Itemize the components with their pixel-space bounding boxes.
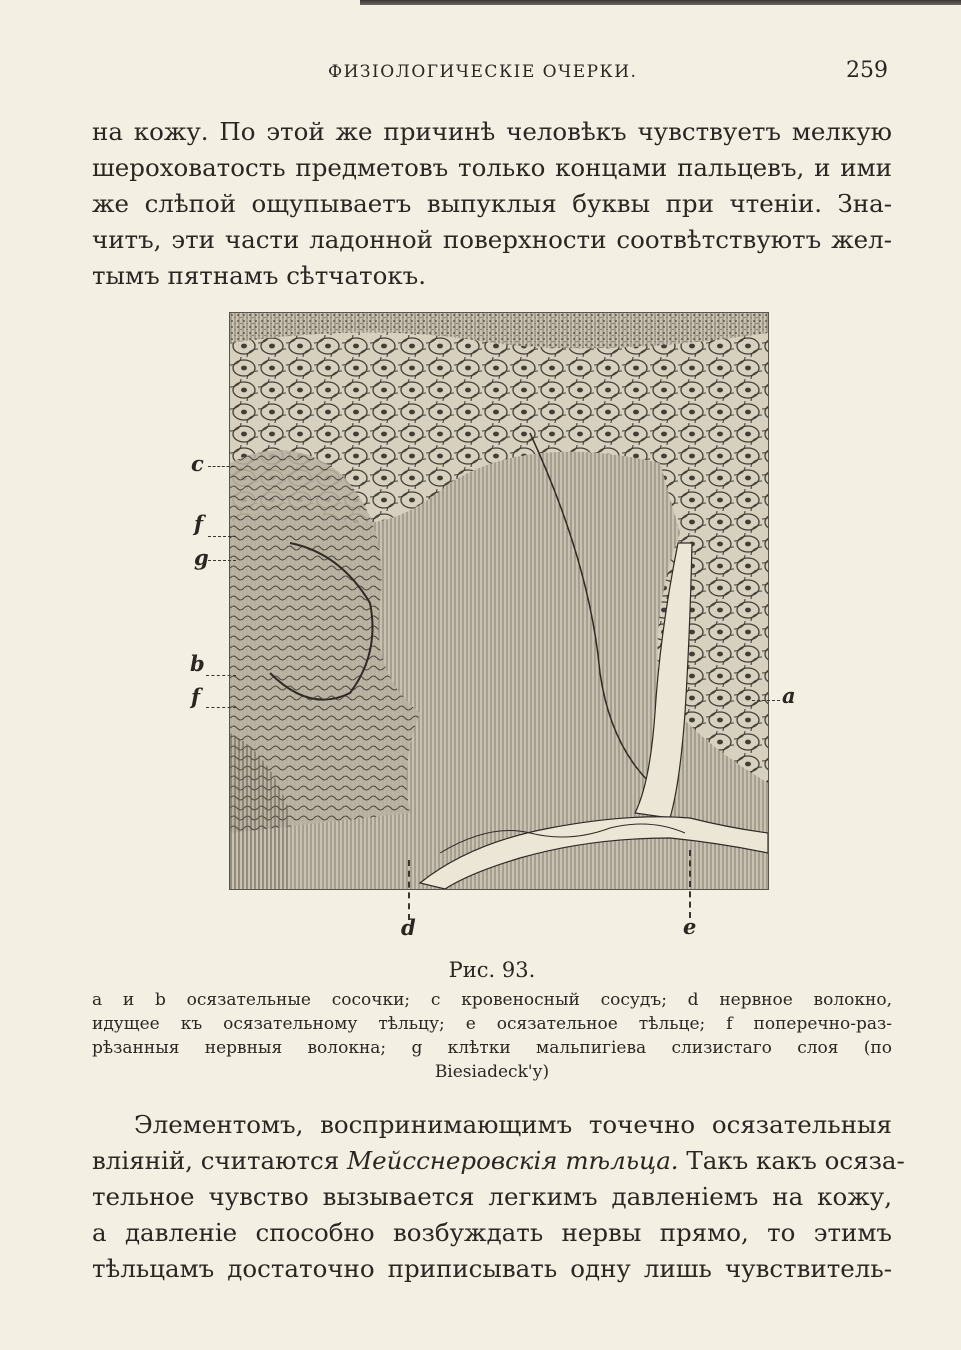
figure-label-g: g — [194, 545, 209, 570]
figure-label-d: d — [401, 915, 416, 940]
figure-label-f-upper: f — [194, 511, 204, 536]
paragraph-1 — [92, 114, 892, 294]
figure-label-f-lower: f — [191, 684, 201, 709]
caption-line: Biesiadeck'у) — [434, 1062, 550, 1082]
caption-line: рѣзанныя нервныя волокна; g клѣтки мальпигiева слизистаго слоя (по — [92, 1038, 892, 1058]
page-header — [92, 58, 892, 88]
label-e-leader — [689, 850, 691, 918]
top-edge-rule — [360, 0, 961, 5]
figure-label-c: c — [191, 451, 204, 476]
paragraph-1-line: тымъ пятнамъ сѣтчатокъ. — [92, 261, 427, 290]
caption-line: a и b осязательные сосочки; c кровеносный сосудъ; d нервное волокно, — [92, 990, 892, 1010]
running-title: ФИЗIОЛОГИЧЕСКIЕ ОЧЕРКИ. — [328, 62, 638, 82]
paragraph-1-line: читъ, эти части ладонной поверхности соотвѣтствуютъ жел- — [92, 225, 892, 254]
paragraph-1-line: шероховатость предметовъ только концами пальцевъ, и ими — [92, 153, 892, 182]
label-a-leader — [752, 700, 780, 701]
paragraph-2-line — [92, 1143, 905, 1179]
caption-line: идущее къ осязательному тѣльцу; e осязательное тѣльце; f поперечно-раз- — [92, 1014, 892, 1034]
label-b-leader — [206, 675, 236, 676]
paragraph-2-line: тѣльцамъ достаточно приписывать одну лишь чувствитель- — [92, 1254, 892, 1283]
paragraph-2-line: Элементомъ, воспринимающимъ точечно осязательныя — [134, 1110, 892, 1139]
figure-caption-title: Рис. 93. — [448, 958, 536, 982]
label-d-leader — [408, 860, 410, 920]
figure-label-e: e — [683, 914, 697, 939]
paragraph-2-line: а давленiе способно возбуждать нервы прямо, то этимъ — [92, 1218, 892, 1247]
label-f-lower-leader — [206, 707, 236, 708]
engraving-drawing — [230, 313, 768, 889]
label-f-leader — [208, 536, 236, 537]
paragraph-2-line: тельное чувство вызывается легкимъ давленiемъ на кожу, — [92, 1182, 892, 1211]
label-g-leader — [208, 560, 236, 561]
label-c-leader — [208, 466, 234, 467]
paragraph-2-text: влiянiй, считаются — [92, 1146, 347, 1175]
paragraph-2 — [92, 1107, 905, 1287]
meissner-corpuscles-term: Мейсснеровскiя тѣльца. — [346, 1146, 679, 1175]
paragraph-2-text: Такъ какъ осяза- — [678, 1146, 905, 1175]
figure-caption — [92, 988, 892, 1084]
paragraph-1-line: на кожу. По этой же причинѣ человѣкъ чувствуетъ мелкую — [92, 117, 892, 146]
skin-section-illustration — [229, 312, 769, 890]
figure-label-a: a — [782, 683, 796, 708]
figure-label-b: b — [190, 651, 205, 676]
page-number: 259 — [846, 58, 888, 83]
paragraph-1-line: же слѣпой ощупываетъ выпуклыя буквы при чтенiи. Зна- — [92, 189, 892, 218]
